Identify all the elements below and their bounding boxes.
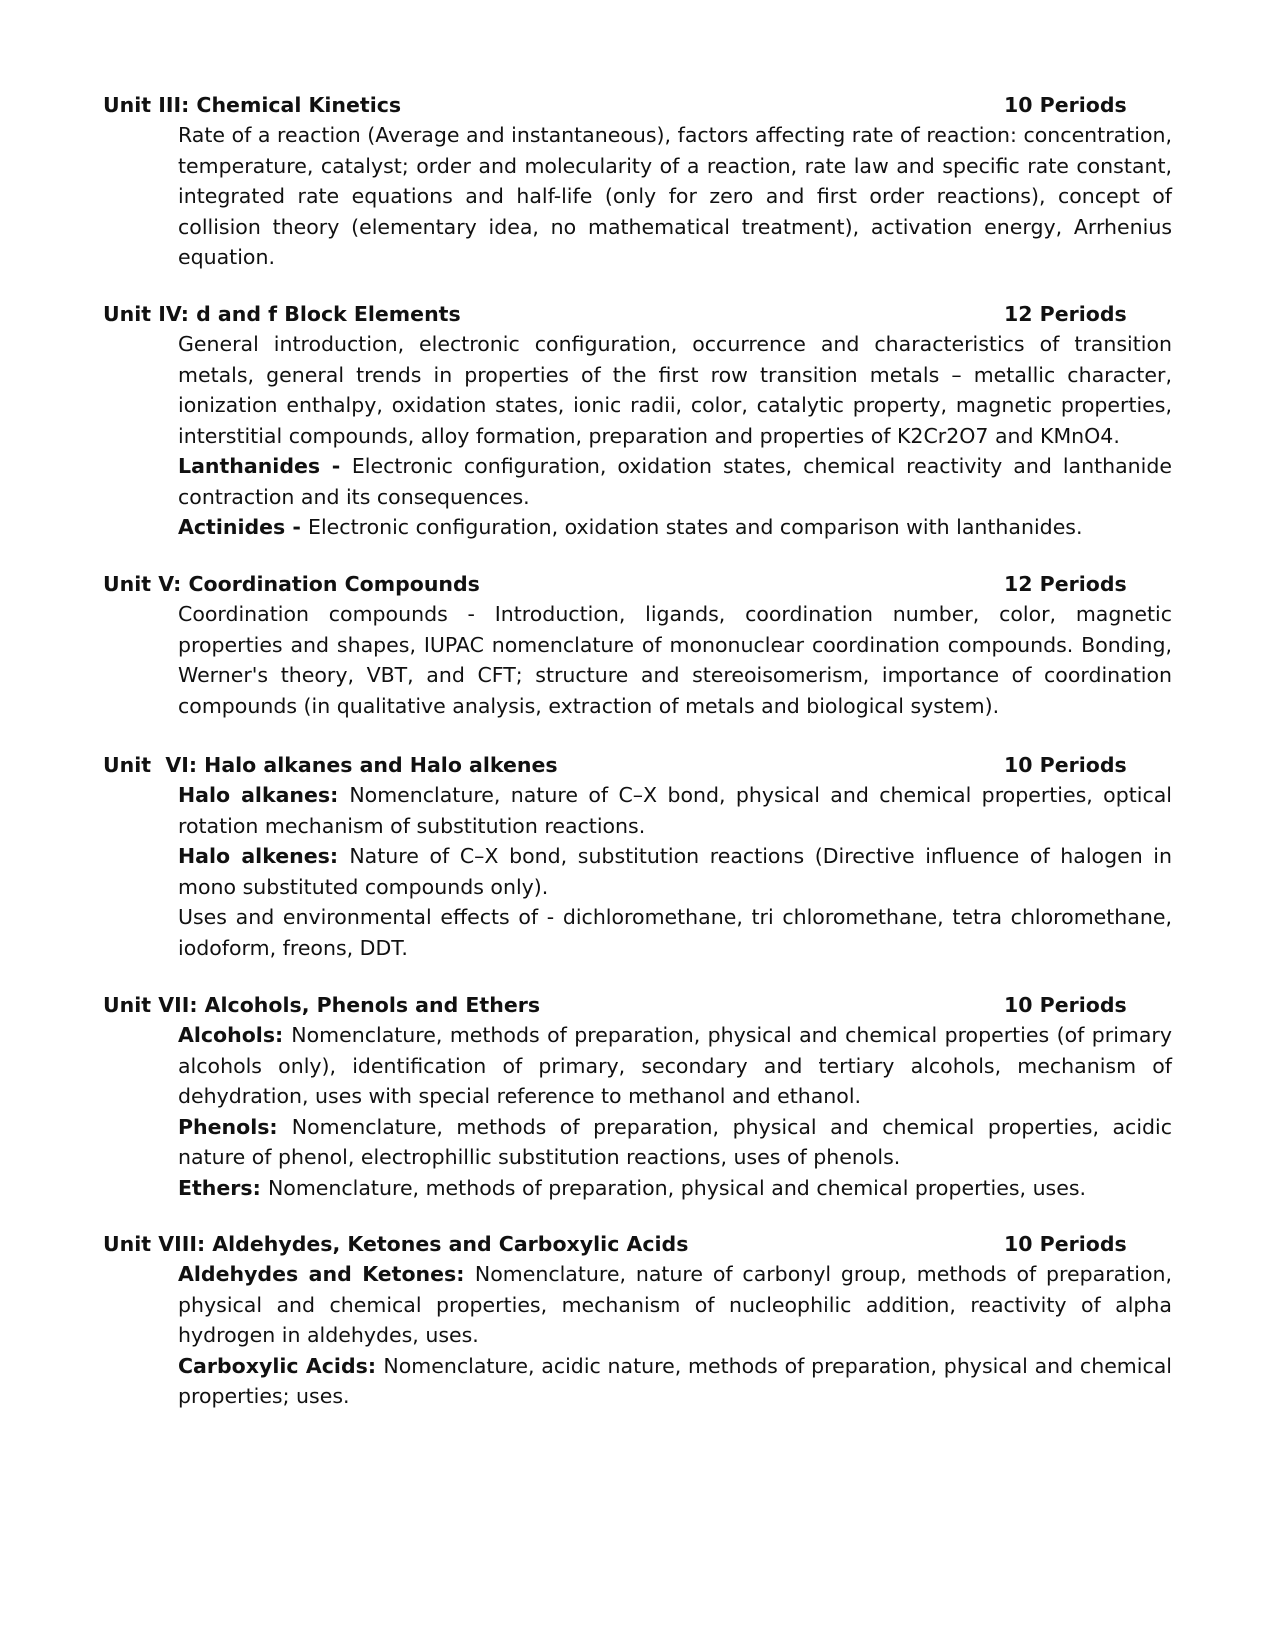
unit-paragraph [178,451,1172,512]
unit-paragraph [178,120,1172,273]
unit-paragraph [178,512,1172,543]
unit-paragraph [178,1112,1172,1173]
unit-paragraph [178,902,1172,963]
unit-section-iii [0,90,1275,273]
unit-periods: 10 Periods [1004,1232,1127,1256]
unit-description [178,1259,1172,1412]
unit-section-iv [0,299,1275,543]
unit-description [178,599,1172,721]
paragraph-text: Nomenclature, methods of preparation, physical and chemical properties, acidic nature of phenol, electrophillic substitution reactions, uses of phenols. [178,1114,1173,1169]
paragraph-text: Nomenclature, methods of preparation, physical and chemical properties (of primary alcohols only), identification of primary, secondary and tertiary alcohols, mechanism of dehydration, uses with special reference to methanol and ethanol. [178,1023,1172,1108]
unit-section-v [0,569,1275,721]
unit-periods: 10 Periods [1004,753,1127,777]
unit-description [178,1020,1172,1203]
paragraph-lead: Ethers: [178,1175,268,1200]
unit-header [0,90,1275,120]
paragraph-lead: Phenols: [178,1114,292,1139]
unit-paragraph [178,1173,1172,1204]
paragraph-text: Nomenclature, nature of C–X bond, physical and chemical properties, optical rotation mechanism of substitution reactions. [178,783,1172,838]
unit-description [178,329,1172,543]
unit-title: Unit VII: Alcohols, Phenols and Ethers [103,993,541,1017]
unit-section-viii [0,1229,1275,1412]
paragraph-text: Nomenclature, nature of carbonyl group, methods of preparation, physical and chemical properties, mechanism of nucleophilic addition, reactivity of alpha hydrogen in aldehydes, uses. [178,1262,1172,1347]
unit-paragraph [178,329,1172,451]
unit-header [0,750,1275,780]
unit-paragraph [178,599,1172,721]
paragraph-text: Coordination compounds - Introduction, ligands, coordination number, color, magnetic properties and shapes, IUPAC nomenclature of mononuclear coordination compounds. Bonding, Werner's theory, VBT, and CFT; structure and stereoisomerism, importance of coordination compounds (in qualitative analysis, extraction of metals and biological system). [178,602,1172,718]
unit-periods: 10 Periods [1004,93,1127,117]
paragraph-lead: Halo alkenes: [178,844,350,868]
paragraph-lead: Halo alkanes: [178,783,350,807]
unit-periods: 12 Periods [1004,572,1127,596]
unit-paragraph [178,1020,1172,1112]
unit-description [178,120,1172,273]
unit-paragraph [178,780,1172,841]
paragraph-text: Electronic configuration, oxidation states, chemical reactivity and lanthanide contraction and its consequences. [178,454,1172,509]
unit-header [0,1229,1275,1259]
paragraph-lead: Actinides - [178,515,309,539]
paragraph-lead: Alcohols: [178,1023,292,1047]
paragraph-text: Uses and environmental effects of - dichloromethane, tri chloromethane, tetra chloromethane, iodoform, freons, DDT. [178,905,1172,960]
unit-header [0,569,1275,599]
paragraph-text: Electronic configuration, oxidation states and comparison with lanthanides. [308,515,1083,539]
paragraph-text: Nature of C–X bond, substitution reactions (Directive influence of halogen in mono substituted compounds only). [178,844,1172,899]
unit-header [0,299,1275,329]
paragraph-text: Nomenclature, acidic nature, methods of preparation, physical and chemical properties; uses. [178,1353,1172,1408]
unit-header [0,990,1275,1020]
unit-periods: 12 Periods [1004,302,1127,326]
paragraph-lead: Aldehydes and Ketones: [178,1262,475,1286]
paragraph-text: Nomenclature, methods of preparation, physical and chemical properties, uses. [267,1175,1087,1200]
paragraph-lead: Lanthanides - [178,454,352,478]
unit-title: Unit VIII: Aldehydes, Ketones and Carboxylic Acids [103,1232,689,1256]
unit-description [178,780,1172,963]
unit-paragraph [178,1351,1172,1412]
paragraph-lead: Carboxylic Acids: [178,1353,384,1378]
paragraph-text: Rate of a reaction (Average and instantaneous), factors affecting rate of reaction: concentration, temperature, catalyst; order and molecularity of a reaction, rate law and specific rate constant, integrated rate equations and half-life (only for zero and first order reactions), concept of collision theory (elementary idea, no mathematical treatment), activation energy, Arrhenius equation. [178,123,1172,269]
unit-title: Unit V: Coordination Compounds [103,572,480,596]
unit-section-vi [0,750,1275,963]
unit-title: Unit III: Chemical Kinetics [103,93,402,117]
paragraph-text: General introduction, electronic configuration, occurrence and characteristics of transition metals, general trends in properties of the first row transition metals – metallic character, ionization enthalpy, oxidation states, ionic radii, color, catalytic property, magnetic properties, interstitial compounds, alloy formation, preparation and properties of K2Cr2O7 and KMnO4. [178,332,1172,448]
unit-section-vii [0,990,1275,1203]
unit-paragraph [178,841,1172,902]
unit-paragraph [178,1259,1172,1351]
unit-periods: 10 Periods [1004,993,1127,1017]
unit-title: Unit IV: d and f Block Elements [103,302,461,326]
unit-title: Unit VI: Halo alkanes and Halo alkenes [103,753,558,777]
